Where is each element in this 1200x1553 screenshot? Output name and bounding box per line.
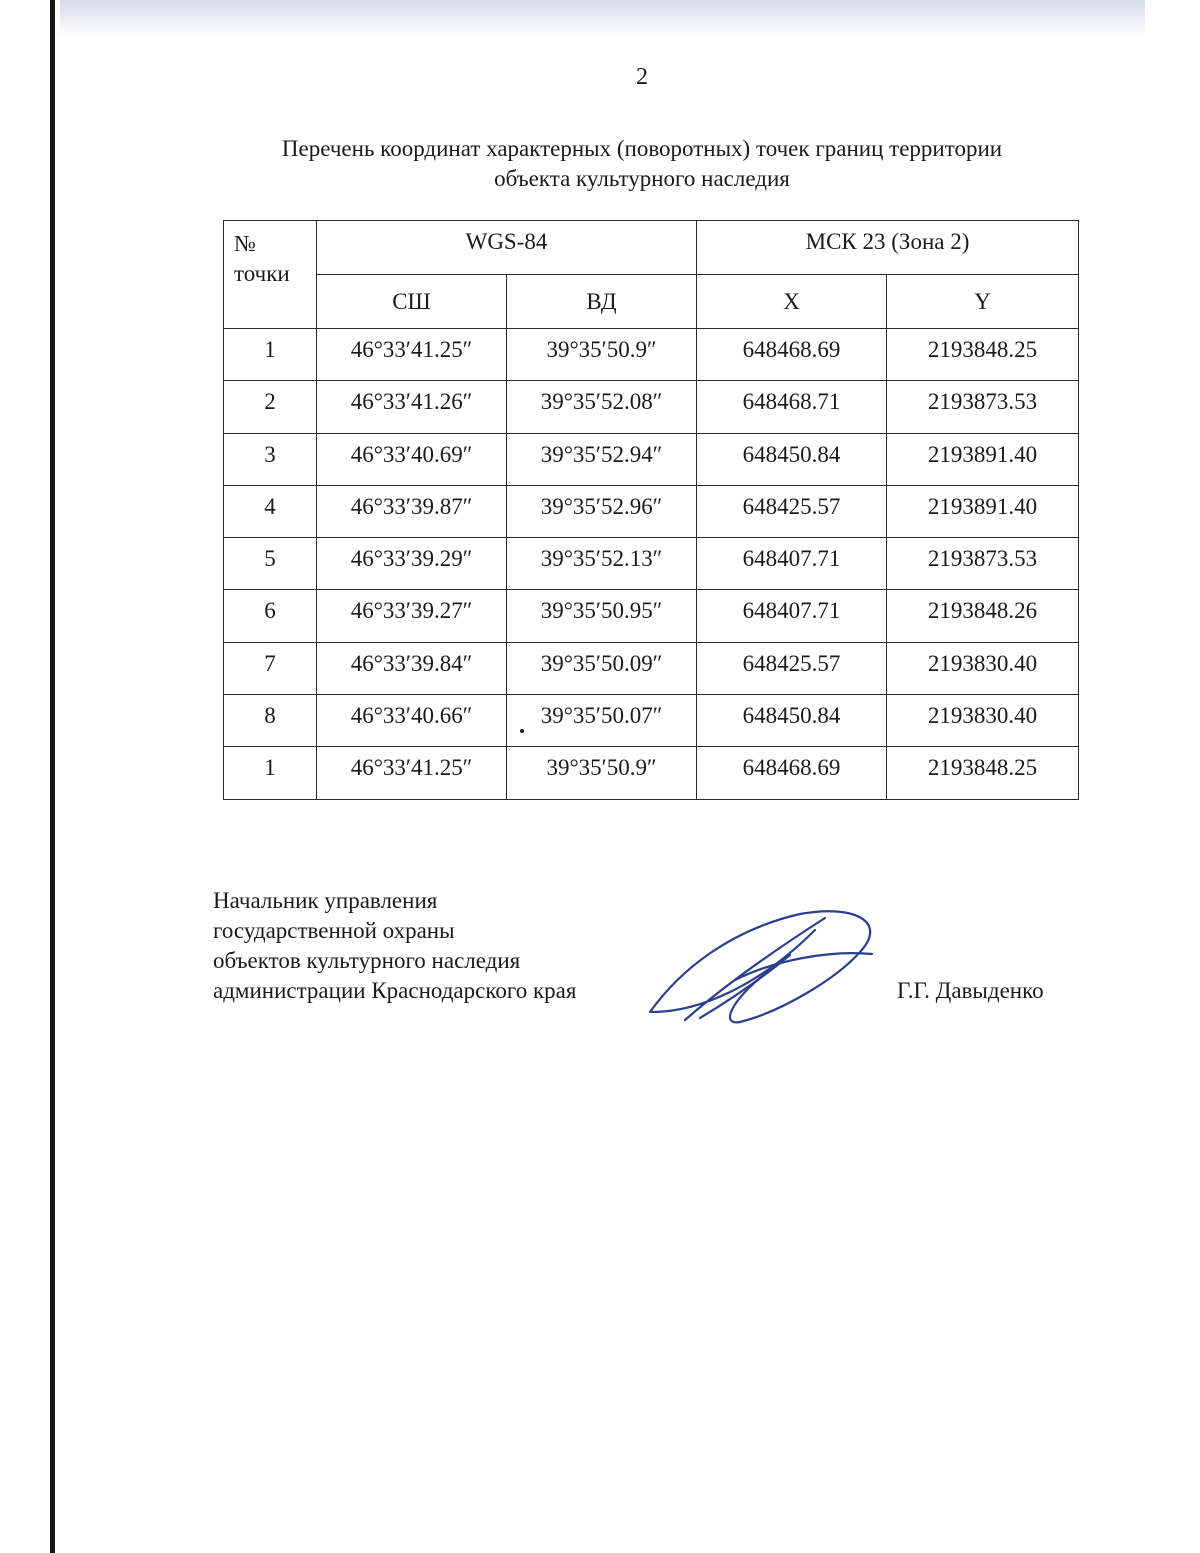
coordinates-table	[223, 220, 1079, 800]
header-x: X	[697, 275, 887, 329]
cell-x: 648407.71	[697, 590, 887, 642]
cell-point-number: 5	[224, 538, 317, 590]
cell-y: 2193891.40	[887, 433, 1079, 485]
cell-point-number: 7	[224, 642, 317, 694]
cell-latitude: 46°33′39.29″	[317, 538, 507, 590]
signature-stroke	[735, 953, 872, 980]
cell-latitude: 46°33′41.25″	[317, 747, 507, 799]
scan-dot-mark	[520, 729, 524, 733]
header-longitude: ВД	[507, 275, 697, 329]
header-y: Y	[887, 275, 1079, 329]
cell-y: 2193873.53	[887, 381, 1079, 433]
cell-latitude: 46°33′39.87″	[317, 485, 507, 537]
signatory-title-line-1: Начальник управления	[213, 888, 438, 913]
cell-y: 2193830.40	[887, 642, 1079, 694]
signature-stroke	[652, 930, 815, 1012]
table-row	[224, 590, 1079, 642]
cell-x: 648407.71	[697, 538, 887, 590]
cell-point-number: 2	[224, 381, 317, 433]
signature-stroke	[685, 918, 825, 1020]
scan-top-shadow	[60, 0, 1145, 36]
table-row	[224, 538, 1079, 590]
table-row	[224, 747, 1079, 799]
header-latitude: СШ	[317, 275, 507, 329]
header-point-number	[224, 221, 317, 329]
table-row	[224, 642, 1079, 694]
cell-y: 2193848.26	[887, 590, 1079, 642]
cell-x: 648468.71	[697, 381, 887, 433]
page-number: 2	[636, 64, 648, 90]
cell-longitude: 39°35′50.95″	[507, 590, 697, 642]
signatory-title-line-2: государственной охраны	[213, 918, 455, 943]
cell-point-number: 4	[224, 485, 317, 537]
cell-x: 648450.84	[697, 433, 887, 485]
table-row	[224, 485, 1079, 537]
table-header-row	[224, 221, 1079, 275]
cell-y: 2193848.25	[887, 329, 1079, 381]
cell-point-number: 6	[224, 590, 317, 642]
table-row	[224, 433, 1079, 485]
signature-stroke	[650, 911, 870, 1022]
header-msk23: МСК 23 (Зона 2)	[697, 221, 1079, 275]
cell-x: 648468.69	[697, 329, 887, 381]
document-title-line-2: объекта культурного наследия	[494, 166, 790, 191]
binding-edge-line	[50, 0, 55, 1553]
cell-longitude: 39°35′50.07″	[507, 695, 697, 747]
cell-longitude: 39°35′52.13″	[507, 538, 697, 590]
table-row	[224, 695, 1079, 747]
cell-longitude: 39°35′52.96″	[507, 485, 697, 537]
cell-latitude: 46°33′41.25″	[317, 329, 507, 381]
cell-longitude: 39°35′50.9″	[507, 329, 697, 381]
cell-y: 2193848.25	[887, 747, 1079, 799]
header-point-number-symbol: №	[234, 231, 256, 256]
cell-longitude: 39°35′52.94″	[507, 433, 697, 485]
signer-name: Г.Г. Давыденко	[897, 978, 1044, 1003]
table-row	[224, 381, 1079, 433]
document-title-line-1: Перечень координат характерных (поворотных) точек границ территории	[281, 136, 1003, 161]
table-subheader-row	[224, 275, 1079, 329]
cell-x: 648425.57	[697, 642, 887, 694]
cell-longitude: 39°35′50.9″	[507, 747, 697, 799]
cell-x: 648450.84	[697, 695, 887, 747]
cell-point-number: 1	[224, 747, 317, 799]
handwritten-signature	[640, 900, 890, 1030]
header-wgs84: WGS-84	[317, 221, 697, 275]
document-title	[232, 134, 1052, 194]
signatory-title-line-3: объектов культурного наследия	[213, 948, 521, 973]
cell-x: 648468.69	[697, 747, 887, 799]
cell-latitude: 46°33′39.84″	[317, 642, 507, 694]
cell-point-number: 3	[224, 433, 317, 485]
cell-latitude: 46°33′40.69″	[317, 433, 507, 485]
header-point-number-word: точки	[234, 261, 290, 286]
table-row	[224, 329, 1079, 381]
cell-longitude: 39°35′52.08″	[507, 381, 697, 433]
cell-latitude: 46°33′39.27″	[317, 590, 507, 642]
signatory-title-line-4: администрации Краснодарского края	[213, 978, 577, 1003]
cell-x: 648425.57	[697, 485, 887, 537]
cell-y: 2193891.40	[887, 485, 1079, 537]
cell-point-number: 1	[224, 329, 317, 381]
cell-latitude: 46°33′40.66″	[317, 695, 507, 747]
cell-latitude: 46°33′41.26″	[317, 381, 507, 433]
cell-point-number: 8	[224, 695, 317, 747]
cell-y: 2193873.53	[887, 538, 1079, 590]
signatory-title	[213, 886, 576, 1006]
cell-y: 2193830.40	[887, 695, 1079, 747]
cell-longitude: 39°35′50.09″	[507, 642, 697, 694]
